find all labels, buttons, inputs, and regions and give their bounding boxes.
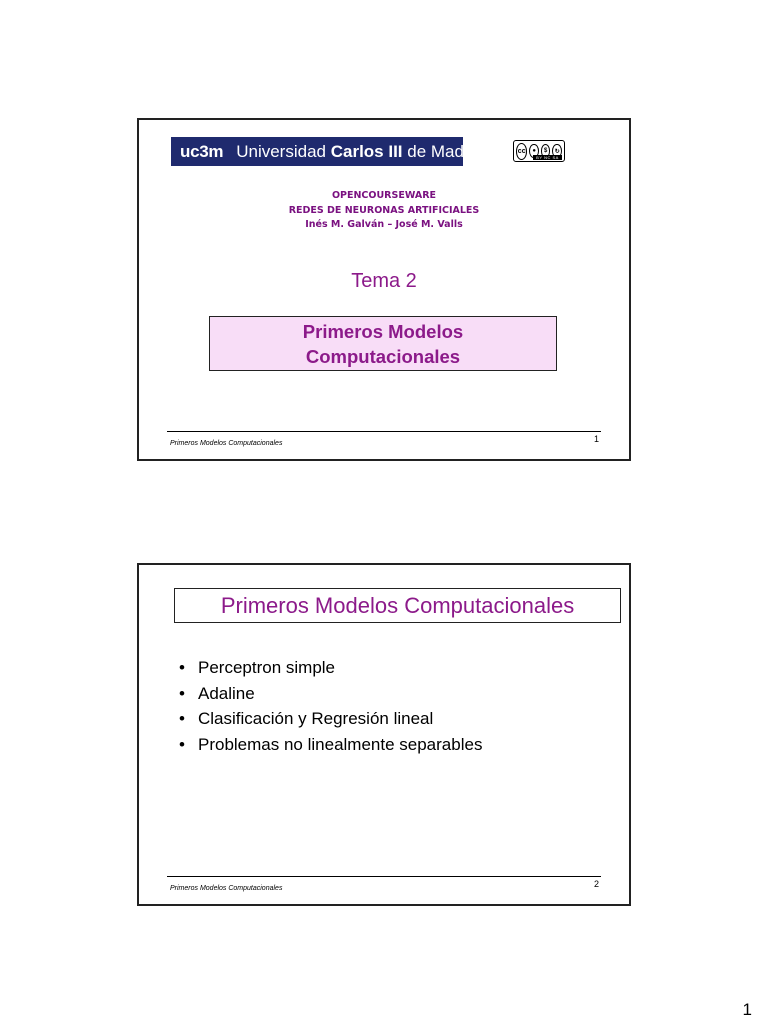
bullet-icon: • (179, 683, 185, 703)
university-name (236, 142, 483, 162)
bullet-list (179, 655, 482, 757)
topic-heading: Tema 2 (351, 270, 417, 292)
license-nc: NC (544, 155, 551, 160)
slide-1 (137, 118, 631, 461)
footer-divider (167, 431, 601, 432)
list-item (179, 681, 482, 707)
footer-text: Primeros Modelos Computacionales (170, 885, 283, 892)
bullet-icon: • (179, 658, 185, 677)
page-number: 1 (593, 434, 599, 444)
list-item-text: Perceptron simple (198, 658, 336, 677)
list-item-text: Adaline (198, 683, 255, 703)
bullet-icon: • (179, 709, 185, 728)
slide-title-line-1: Primeros Modelos (302, 321, 464, 342)
authors: Inés M. Galván – José M. Valls (305, 219, 463, 230)
creative-commons-badge (513, 140, 565, 162)
list-item-text: Problemas no linealmente separables (198, 734, 483, 754)
page-number: 2 (593, 879, 599, 889)
list-item (179, 655, 482, 681)
license-by: BY (536, 155, 543, 160)
cc-icon: cc (516, 143, 527, 160)
university-name-bold: Carlos III (330, 141, 403, 161)
license-terms (533, 155, 562, 160)
ocw-label: OPENCOURSEWARE (331, 190, 437, 201)
attribution-icon: ● (529, 144, 539, 158)
slide-title-box (209, 316, 557, 371)
noncommercial-icon: $ (541, 144, 551, 158)
course-name: REDES DE NEURONAS ARTIFICIALES (288, 205, 480, 216)
university-name-prefix: Universidad (236, 141, 331, 161)
list-item-text: Clasificación y Regresión lineal (198, 709, 434, 728)
footer-divider (167, 876, 601, 877)
logo-mark: uc3m (180, 141, 224, 161)
slide-title: Primeros Modelos Computacionales (174, 588, 621, 623)
sheet-page-number: 1 (742, 1000, 752, 1019)
slide-2 (137, 563, 631, 906)
uc3m-logo (171, 137, 483, 166)
slide-title-line-2: Computacionales (305, 346, 461, 367)
university-name-suffix: de Madrid (402, 141, 483, 161)
sharealike-icon: ↻ (552, 144, 562, 158)
license-sa: SA (552, 155, 559, 160)
list-item (179, 732, 482, 758)
list-item (179, 706, 482, 732)
footer-text: Primeros Modelos Computacionales (170, 440, 283, 447)
bullet-icon: • (179, 734, 185, 754)
